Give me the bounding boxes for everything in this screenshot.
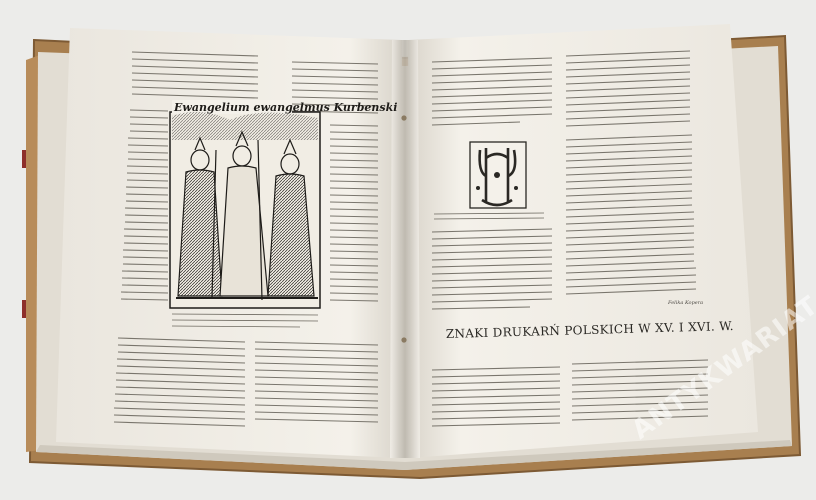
binding-hole — [401, 337, 406, 342]
binding-hole — [401, 115, 406, 120]
watermark: ANTYKWARIAT — [626, 290, 816, 446]
printers-mark-ornament — [470, 142, 526, 208]
woodcut-banner-text: Ewangelium ewangelmus Kurbenski — [174, 101, 398, 114]
section-heading: ZNAKI DRUKARŃ POLSKICH W XV. I XVI. W. — [445, 318, 735, 341]
author-signature: Felika Kopera — [668, 300, 704, 306]
